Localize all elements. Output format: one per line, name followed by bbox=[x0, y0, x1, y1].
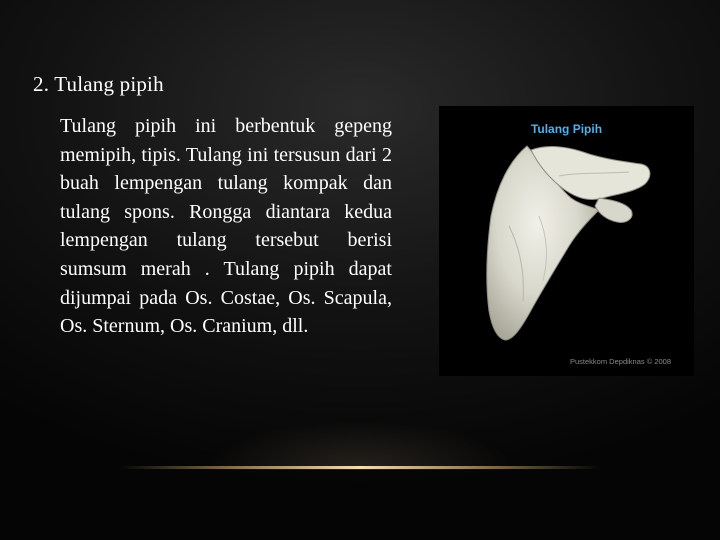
bone-figure bbox=[439, 106, 694, 376]
slide-heading: 2. Tulang pipih bbox=[33, 72, 164, 96]
figure-title: Tulang Pipih bbox=[530, 122, 603, 136]
slide-body-text: Tulang pipih ini berbentuk gepeng memipih, tipis. Tulang ini tersusun dari 2 buah lempengan tulang kompak dan tulang spons. Rongga diantara kedua lempengan tulang tersebut berisi sumsum merah . Tulang pipih dapat dijumpai pada Os. Costae, Os. Scapula, Os. Sternum, Os. Cranium, dll. bbox=[60, 115, 392, 338]
floor-glow bbox=[140, 400, 580, 470]
floor-line bbox=[120, 466, 600, 469]
scapula-coracoid bbox=[595, 198, 632, 222]
figure-credit: Pustekkom Depdiknas © 2008 bbox=[570, 357, 671, 366]
scapula-illustration bbox=[439, 106, 694, 376]
